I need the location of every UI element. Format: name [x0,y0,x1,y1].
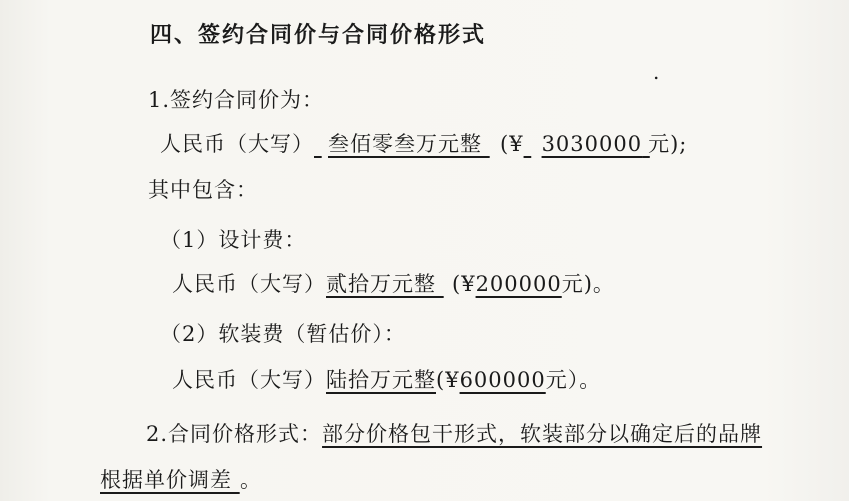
amount-close: 元）。 [545,368,602,392]
amount-open: (¥ [500,132,524,156]
amount-number: 600000 [459,368,546,392]
amount-close: 元); [648,132,688,156]
blank-pad [524,132,542,156]
design-fee-line [172,268,615,298]
price-form-text-cont: 根据单价调差 [100,468,232,492]
price-form-end: 。 [240,468,262,492]
includes-label: 其中包含： [148,178,258,202]
price-form-label: 2.合同价格形式： [146,422,323,446]
amount-in-words: 叁佰零叁万元整 [328,132,482,156]
amount-in-words: 陆拾万元整 [326,368,436,392]
contract-price-label: 1.签约合同价为： [148,88,325,112]
design-fee-label: （1）设计费： [160,228,307,252]
rmb-prefix: 人民币（大写） [172,368,326,392]
soft-fee-line [172,364,601,394]
price-form-line [146,418,762,448]
amount-number: 200000 [475,272,562,296]
amount-number: 3030000 [541,132,643,156]
amount-close: 元)。 [561,272,615,296]
blank-pad [232,468,240,492]
stray-dot: . [653,60,660,84]
amount-in-words: 贰拾万元整 [326,272,436,296]
amount-open: (¥ [452,272,476,296]
rmb-prefix: 人民币（大写） [160,132,314,156]
section-heading: 四、签约合同价与合同价格形式 [150,22,487,48]
blank-pad [482,132,500,156]
price-form-continuation [100,464,262,494]
price-form-text: 部分价格包干形式，软装部分以确定后的品牌 [322,422,763,446]
blank-pad [314,132,328,156]
rmb-prefix: 人民币（大写） [172,272,326,296]
soft-fee-label: （2）软装费（暂估价）： [160,322,406,346]
blank-pad [436,272,446,296]
amount-open: (¥ [436,368,460,392]
contract-price-line [160,128,687,158]
